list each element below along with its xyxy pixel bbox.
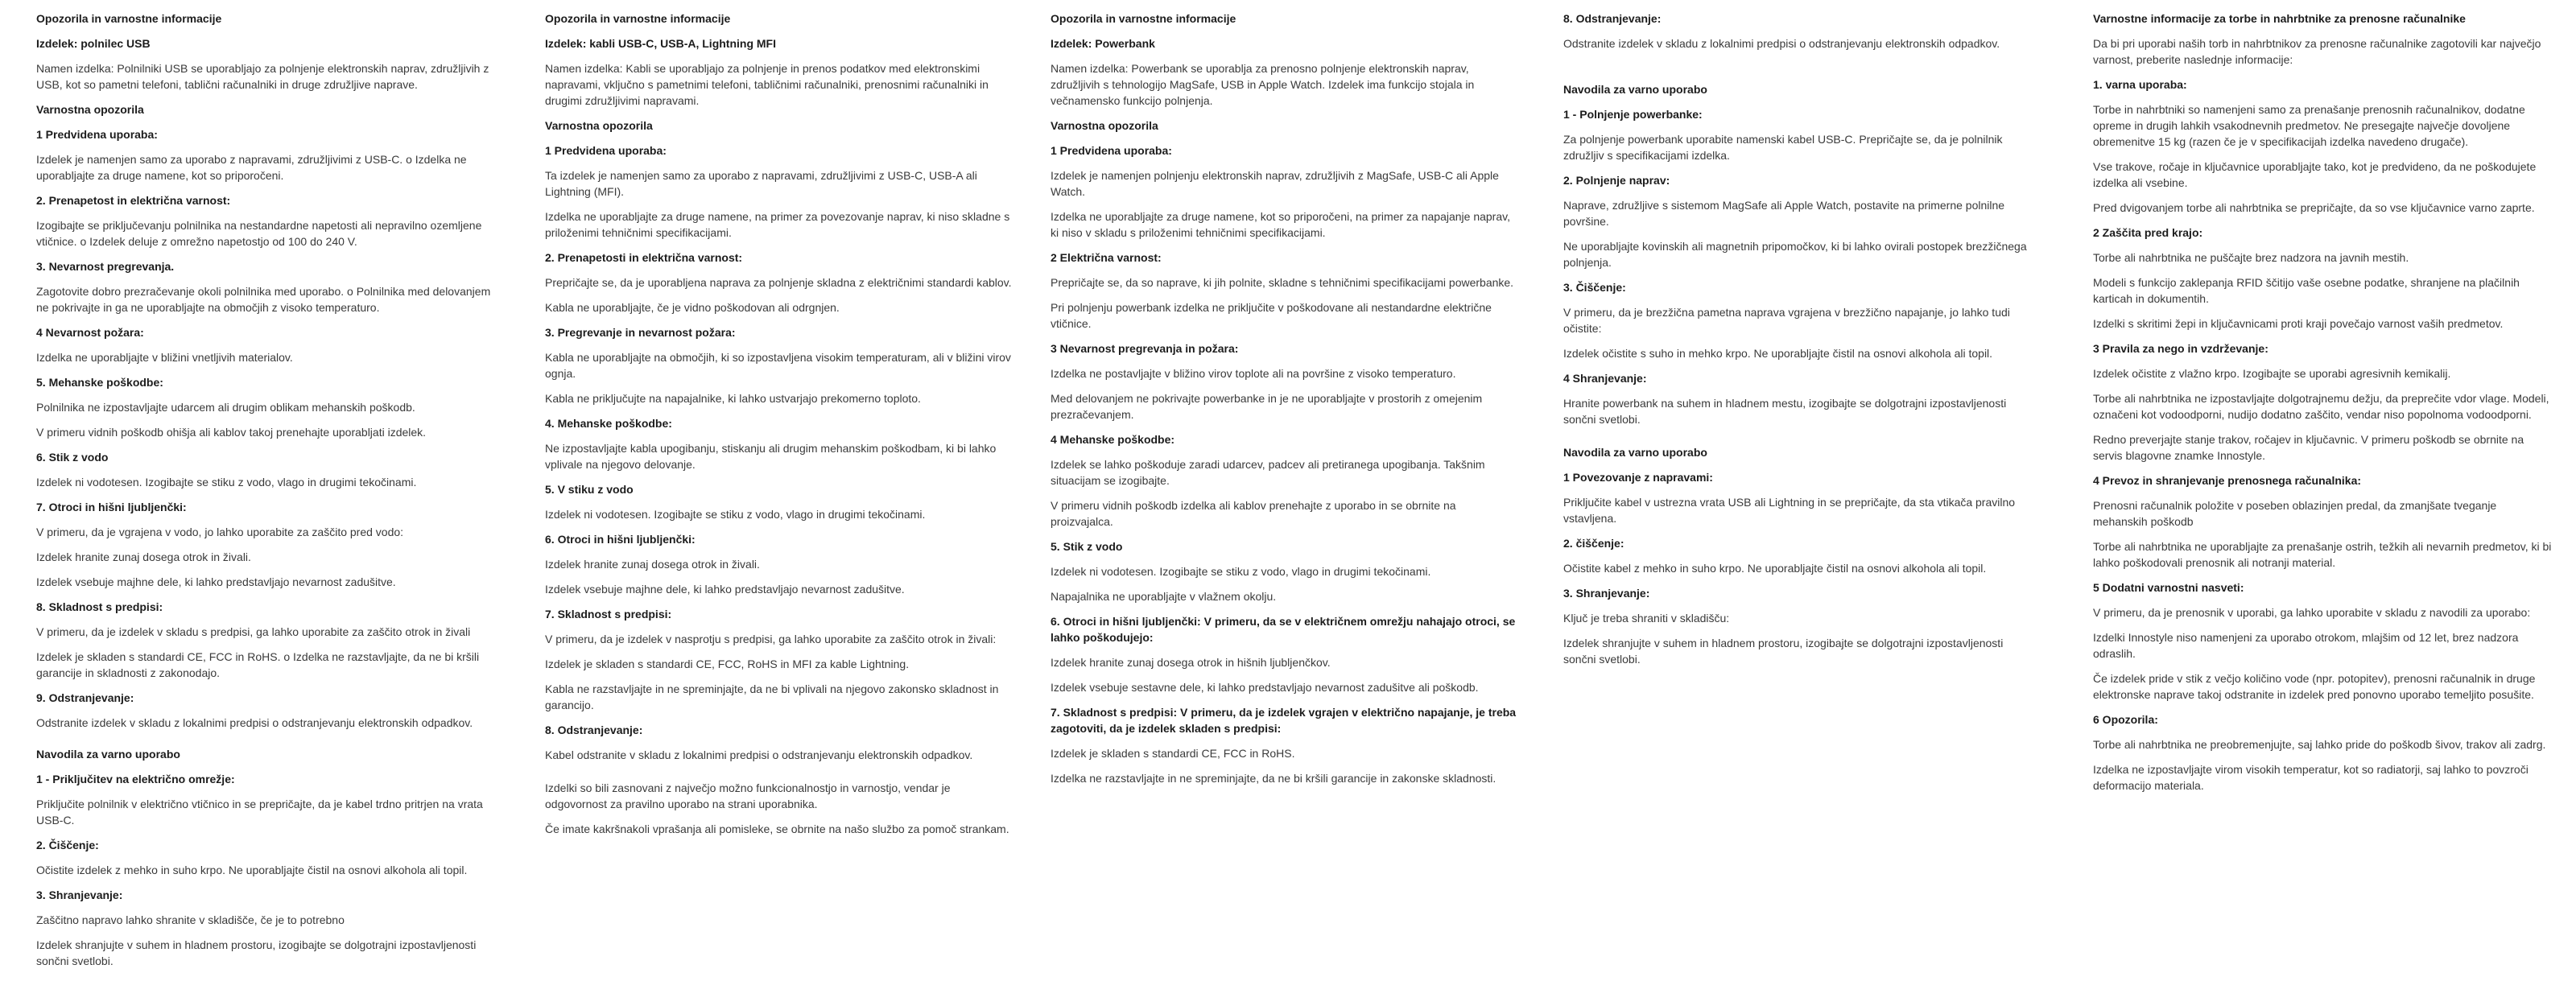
section-title: Varnostne informacije za torbe in nahrbtnike za prenosne računalnike [2093, 12, 2466, 25]
section-heading: 5 Dodatni varnostni nasveti: [2093, 581, 2244, 594]
column-powerbank-usage [1563, 10, 2033, 676]
paragraph: Izdelek očistite s suho in mehko krpo. Ne uporabljajte čistil na osnovi alkohola ali topil. [1563, 347, 1993, 360]
paragraph: Izdelka ne uporabljajte za druge namene, kot so priporočeni, na primer za napajanje naprav, ki niso v skladu s priloženimi tehničnimi specifikacijami. [1051, 210, 1510, 239]
paragraph: Namen izdelka: Polnilniki USB se uporabljajo za polnjenje elektronskih naprav, združljivih z USB, kot so pametni telefoni, tablični računalniki in druge združljive naprave. [36, 62, 489, 91]
paragraph: Izdelek je skladen s standardi CE, FCC in RoHS. o Izdelka ne razstavljajte, da ne bi kršili garancije in skladnosti z zakonodajo. [36, 650, 480, 679]
paragraph: Kabel odstranite v skladu z lokalnimi predpisi o odstranjevanju elektronskih odpadkov. [545, 748, 973, 761]
paragraph: Izdelek se lahko poškoduje zaradi udarcev, padcev ali pretiranega upogibanja. Takšnim situacijam se izogibajte. [1051, 458, 1485, 487]
spacer [36, 740, 498, 746]
section-heading: Varnostna opozorila [545, 119, 653, 132]
paragraph: Ta izdelek je namenjen samo za uporabo z napravami, združljivimi z USB-C, USB-A ali Lightning (MFI). [545, 169, 977, 198]
section-heading: 5. V stiku z vodo [545, 483, 634, 496]
section-heading: 1 - Polnjenje powerbanke: [1563, 108, 1703, 121]
section-heading: 2. čiščenje: [1563, 537, 1624, 550]
spacer [545, 772, 1012, 780]
section-heading: 3. Shranjevanje: [36, 888, 123, 901]
section-heading: 1 Predvidena uporaba: [1051, 144, 1172, 157]
paragraph: Kabla ne priključujte na napajalnike, ki lahko ustvarjajo prekomerno toploto. [545, 392, 921, 405]
paragraph: Prepričajte se, da so naprave, ki jih polnite, skladne s tehničnimi specifikacijami powerbanke. [1051, 276, 1514, 289]
paragraph: Izdelka ne postavljajte v bližino virov toplote ali na površine z visoko temperaturo. [1051, 367, 1456, 380]
paragraph: Izdelek hranite zunaj dosega otrok in hišnih ljubljenčkov. [1051, 656, 1331, 669]
paragraph: Izdelek je namenjen samo za uporabo z napravami, združljivimi z USB-C. o Izdelka ne uporabljajte za druge namene, kot so priporočeni. [36, 153, 467, 182]
paragraph: Prepričajte se, da je uporabljena naprava za polnjenje skladna z električnimi standardi kablov. [545, 276, 1012, 289]
paragraph: Izdelek je skladen s standardi CE, FCC in RoHS. [1051, 747, 1295, 760]
paragraph: Izdelek ni vodotesen. Izogibajte se stiku z vodo, vlago in drugimi tekočinami. [36, 476, 417, 489]
paragraph: Ključ je treba shraniti v skladišču: [1563, 612, 1730, 625]
section-heading: 2. Prenapetost in električna varnost: [36, 194, 231, 207]
paragraph: Izdelek je namenjen polnjenju elektronskih naprav, združljivih z MagSafe, USB-C ali Apple Watch. [1051, 169, 1499, 198]
section-heading: 7. Skladnost s predpisi: [545, 608, 672, 621]
paragraph: Priključite polnilnik v električno vtičnico in se prepričajte, da je kabel trdno pritrjen na vrata USB-C. [36, 798, 483, 827]
paragraph: Namen izdelka: Kabli se uporabljajo za polnjenje in prenos podatkov med elektronskimi napravami, vključno s pametnimi telefoni, tabličnimi računalniki, prenosnimi računalniki in drugimi združljivimi napravami. [545, 62, 989, 107]
paragraph: Pri polnjenju powerbank izdelka ne priključite v poškodovane ali nestandardne električne vtičnice. [1051, 301, 1492, 330]
section-heading: 7. Skladnost s predpisi: V primeru, da je izdelek vgrajen v električno napajanje, je treba zagotoviti, da je izdelek skladen s predpisi: [1051, 706, 1517, 735]
paragraph: Pred dvigovanjem torbe ali nahrbtnika se prepričajte, da so vse ključavnice varno zaprte. [2093, 201, 2535, 214]
paragraph: Izogibajte se priključevanju polnilnika na nestandardne napetosti ali nepravilno ozemljene vtičnice. o Izdelek deluje z omrežno napetostjo od 100 do 240 V. [36, 219, 482, 248]
section-heading: 5. Stik z vodo [1051, 540, 1123, 553]
paragraph: Prenosni računalnik položite v poseben oblazinjen predal, da zmanjšate tveganje mehanskih poškodb [2093, 499, 2497, 528]
paragraph: Izdelki Innostyle niso namenjeni za uporabo otrokom, mlajšim od 12 let, brez nadzora odraslih. [2093, 631, 2519, 660]
section-heading: Navodila za varno uporabo [36, 748, 180, 761]
paragraph: Izdelek hranite zunaj dosega otrok in živali. [36, 550, 251, 563]
paragraph: Torbe ali nahrbtnika ne izpostavljajte dolgotrajnemu dežju, da preprečite vdor vlage. Modeli, označeni kot vodoodporni, nudijo dodatno zaščito, vendar niso popolnoma vodoodporni. [2093, 392, 2549, 421]
section-heading: 4 Mehanske poškodbe: [1051, 433, 1175, 446]
paragraph: V primeru, da je brezžična pametna naprava vgrajena v brezžično napajanje, jo lahko tudi očistite: [1563, 306, 2010, 335]
paragraph: Kabla ne uporabljajte, če je vidno poškodovan ali odrgnjen. [545, 301, 840, 314]
spacer [1563, 436, 2033, 444]
section-heading: 6 Opozorila: [2093, 713, 2158, 726]
paragraph: V primeru, da je vgrajena v vodo, jo lahko uporabite za zaščito pred vodo: [36, 526, 404, 538]
section-heading: 7. Otroci in hišni ljubljenčki: [36, 501, 187, 513]
paragraph: Torbe ali nahrbtnika ne puščajte brez nadzora na javnih mestih. [2093, 251, 2409, 264]
paragraph: Polnilnika ne izpostavljajte udarcem ali drugim oblikam mehanskih poškodb. [36, 401, 415, 414]
paragraph: Ne izpostavljajte kabla upogibanju, stiskanju ali drugim mehanskim poškodbam, ki bi lahko vplivale na njegovo delovanje. [545, 442, 997, 471]
paragraph: Torbe in nahrbtniki so namenjeni samo za prenašanje prenosnih računalnikov, dodatne opreme in drugih lahkih vsakodnevnih predmetov. Ne presegajte največje dovoljene obremenitve 15 kg (razen če je v specifikacijah izdelka navedeno drugače). [2093, 103, 2525, 148]
paragraph: Izdelki s skritimi žepi in ključavnicami proti kraji povečajo varnost vaših predmetov. [2093, 317, 2504, 330]
section-heading: 1 Predvidena uporaba: [36, 128, 158, 141]
paragraph: Izdelek vsebuje majhne dele, ki lahko predstavljajo nevarnost zadušitve. [36, 575, 396, 588]
paragraph: Namen izdelka: Powerbank se uporablja za prenosno polnjenje elektronskih naprav, združljivih s tehnologijo MagSafe, USB in Apple Watch. Izdelek ima funkcijo stojala in večnamensko funkcijo polnjenja. [1051, 62, 1475, 107]
paragraph: Izdelek shranjujte v suhem in hladnem prostoru, izogibajte se dolgotrajni izpostavljenosti sončni svetlobi. [1563, 637, 2004, 666]
section-heading: 6. Otroci in hišni ljubljenčki: V primeru, da se v električnem omrežju nahajajo otroci, se lahko poškodujejo: [1051, 615, 1516, 644]
section-heading: 4 Nevarnost požara: [36, 326, 144, 339]
section-heading: 6. Otroci in hišni ljubljenčki: [545, 533, 696, 546]
paragraph: Odstranite izdelek v skladu z lokalnimi predpisi o odstranjevanju elektronskih odpadkov. [1563, 37, 2000, 50]
section-title: Opozorila in varnostne informacije [1051, 12, 1236, 25]
paragraph: Zagotovite dobro prezračevanje okoli polnilnika med uporabo. o Polnilnika med delovanjem ne pokrivajte in ga ne uporabljajte na območjih z visoko temperaturo. [36, 285, 491, 314]
section-heading: Varnostna opozorila [36, 103, 144, 116]
paragraph: Izdelka ne izpostavljajte virom visokih temperatur, kot so radiatorji, saj lahko to povzroči deformacijo materiala. [2093, 763, 2529, 792]
paragraph: Da bi pri uporabi naših torb in nahrbtnikov za prenosne računalnike zagotovili kar največjo varnost, preberite naslednje informacije: [2093, 37, 2541, 66]
paragraph: V primeru, da je izdelek v skladu s predpisi, ga lahko uporabite za zaščito otrok in živali [36, 625, 471, 638]
paragraph: Priključite kabel v ustrezna vrata USB ali Lightning in se prepričajte, da sta vtikača pravilno vstavljena. [1563, 496, 2016, 525]
paragraph: Izdelka ne razstavljajte in ne spreminjajte, da ne bi kršili garancije in zakonske skladnosti. [1051, 772, 1496, 785]
paragraph: Očistite izdelek z mehko in suho krpo. Ne uporabljajte čistil na osnovi alkohola ali topil. [36, 864, 468, 876]
paragraph: Redno preverjajte stanje trakov, ročajev in ključavnic. V primeru poškodb se obrnite na servis blagovne znamke Innostyle. [2093, 433, 2524, 462]
paragraph: Kabla ne razstavljajte in ne spreminjajte, da ne bi vplivali na njegovo zakonsko skladnost in garancijo. [545, 682, 999, 711]
paragraph: Kabla ne uporabljajte na območjih, ki so izpostavljena visokim temperaturam, ali v bližini virov ognja. [545, 351, 1011, 380]
paragraph: Izdelka ne uporabljajte v bližini vnetljivih materialov. [36, 351, 293, 364]
column-usb-charger [36, 10, 498, 978]
paragraph: Če imate kakršnakoli vprašanja ali pomisleke, se obrnite na našo službo za pomoč strankam. [545, 823, 1009, 835]
section-heading: 4 Prevoz in shranjevanje prenosnega računalnika: [2093, 474, 2362, 487]
section-heading: Navodila za varno uporabo [1563, 83, 1707, 96]
section-heading: 3. Shranjevanje: [1563, 587, 1650, 600]
paragraph: Vse trakove, ročaje in ključavnice uporabljajte tako, kot je predvideno, da ne poškodujete izdelka ali vsebine. [2093, 160, 2537, 189]
section-heading: 3 Nevarnost pregrevanja in požara: [1051, 342, 1239, 355]
section-heading: Varnostna opozorila [1051, 119, 1158, 132]
section-heading: 5. Mehanske poškodbe: [36, 376, 163, 389]
paragraph: Izdelek hranite zunaj dosega otrok in živali. [545, 558, 760, 571]
section-heading: 2. Polnjenje naprav: [1563, 174, 1670, 187]
section-heading: Izdelek: kabli USB-C, USB-A, Lightning MFI [545, 37, 776, 50]
section-title: Opozorila in varnostne informacije [545, 12, 731, 25]
section-heading: 2 Zaščita pred krajo: [2093, 226, 2203, 239]
column-powerbank [1051, 10, 1519, 795]
section-heading: 2. Čiščenje: [36, 839, 99, 851]
paragraph: Odstranite izdelek v skladu z lokalnimi predpisi o odstranjevanju elektronskih odpadkov. [36, 716, 473, 729]
paragraph: Zaščitno napravo lahko shranite v skladišče, če je to potrebno [36, 913, 345, 926]
section-heading: 4. Mehanske poškodbe: [545, 417, 672, 430]
section-heading: 3 Pravila za nego in vzdrževanje: [2093, 342, 2268, 355]
spacer [1563, 60, 2033, 81]
section-heading: Izdelek: Powerbank [1051, 37, 1155, 50]
section-heading: 8. Odstranjevanje: [545, 724, 643, 736]
paragraph: Za polnjenje powerbank uporabite namenski kabel USB-C. Prepričajte se, da je polnilnik združljiv s specifikacijami izdelka. [1563, 133, 2003, 162]
paragraph: Modeli s funkcijo zaklepanja RFID ščitijo vaše osebne podatke, shranjene na plačilnih karticah in dokumentih. [2093, 276, 2520, 305]
paragraph: Izdelki so bili zasnovani z največjo možno funkcionalnostjo in varnostjo, vendar je odgovornost za pravilno uporabo na strani uporabnika. [545, 781, 951, 810]
paragraph: Torbe ali nahrbtnika ne preobremenjujte, saj lahko pride do poškodb šivov, trakov ali zadrg. [2093, 738, 2546, 751]
section-heading: 8. Skladnost s predpisi: [36, 600, 163, 613]
section-heading: 9. Odstranjevanje: [36, 691, 134, 704]
paragraph: Izdelek ni vodotesen. Izogibajte se stiku z vodo, vlago in drugimi tekočinami. [1051, 565, 1431, 578]
paragraph: Ne uporabljajte kovinskih ali magnetnih pripomočkov, ki bi lahko ovirali postopek brezžičnega polnjenja. [1563, 240, 2027, 269]
paragraph: V primeru vidnih poškodb izdelka ali kablov prenehajte z uporabo in se obrnite na proizvajalca. [1051, 499, 1456, 528]
paragraph: Med delovanjem ne pokrivajte powerbanke in je ne uporabljajte v prostorih z omejenim prezračevanjem. [1051, 392, 1483, 421]
section-heading: 2 Električna varnost: [1051, 251, 1162, 264]
section-heading: 1. varna uporaba: [2093, 78, 2187, 91]
section-heading: 3. Čiščenje: [1563, 281, 1626, 294]
paragraph: Očistite kabel z mehko in suho krpo. Ne uporabljajte čistil na osnovi alkohola ali topil. [1563, 562, 1987, 575]
section-heading: 3. Pregrevanje in nevarnost požara: [545, 326, 736, 339]
section-title: Opozorila in varnostne informacije [36, 12, 222, 25]
section-heading: 1 - Priključitev na električno omrežje: [36, 773, 235, 785]
column-laptop-bags [2093, 10, 2552, 802]
section-heading: 6. Stik z vodo [36, 451, 109, 464]
paragraph: Torbe ali nahrbtnika ne uporabljajte za prenašanje ostrih, težkih ali nevarnih predmetov, ki bi lahko poškodovali prenosnik ali notranji material. [2093, 540, 2552, 569]
section-heading: 1 Povezovanje z napravami: [1563, 471, 1713, 484]
section-heading: 4 Shranjevanje: [1563, 372, 1647, 385]
paragraph: V primeru, da je prenosnik v uporabi, ga lahko uporabite v skladu z navodili za uporabo: [2093, 606, 2531, 619]
section-heading: 1 Predvidena uporaba: [545, 144, 667, 157]
paragraph: Če izdelek pride v stik z večjo količino vode (npr. potopitev), prenosni računalnik in druge elektronske naprave takoj odstranite in izdelek pred ponovno uporabo temeljito posušite. [2093, 672, 2536, 701]
paragraph: Izdelek vsebuje sestavne dele, ki lahko predstavljajo nevarnost zadušitve ali poškodb. [1051, 681, 1479, 694]
paragraph: Napajalnika ne uporabljajte v vlažnem okolju. [1051, 590, 1277, 603]
section-heading: Izdelek: polnilec USB [36, 37, 151, 50]
paragraph: Izdelek ni vodotesen. Izogibajte se stiku z vodo, vlago in drugimi tekočinami. [545, 508, 926, 521]
paragraph: Izdelek očistite z vlažno krpo. Izogibajte se uporabi agresivnih kemikalij. [2093, 367, 2451, 380]
section-heading: 8. Odstranjevanje: [1563, 12, 1662, 25]
paragraph: V primeru vidnih poškodb ohišja ali kablov takoj prenehajte uporabljati izdelek. [36, 426, 427, 439]
paragraph: Izdelek vsebuje majhne dele, ki lahko predstavljajo nevarnost zadušitve. [545, 583, 905, 596]
paragraph: Izdelek shranjujte v suhem in hladnem prostoru, izogibajte se dolgotrajni izpostavljenosti sončni svetlobi. [36, 938, 477, 967]
paragraph: Naprave, združljive s sistemom MagSafe ali Apple Watch, postavite na primerne polnilne površine. [1563, 199, 2005, 228]
section-heading: 2. Prenapetosti in električna varnost: [545, 251, 743, 264]
paragraph: Hranite powerbank na suhem in hladnem mestu, izogibajte se dolgotrajni izpostavljenosti sončni svetlobi. [1563, 397, 2007, 426]
section-heading: Navodila za varno uporabo [1563, 446, 1707, 459]
column-usb-cables [545, 10, 1012, 846]
paragraph: Izdelka ne uporabljajte za druge namene, na primer za povezovanje naprav, ki niso skladne s priloženimi tehničnimi specifikacijami. [545, 210, 1010, 239]
paragraph: Izdelek je skladen s standardi CE, FCC, RoHS in MFI za kable Lightning. [545, 658, 910, 670]
section-heading: 3. Nevarnost pregrevanja. [36, 260, 175, 273]
paragraph: V primeru, da je izdelek v nasprotju s predpisi, ga lahko uporabite za zaščito otrok in živali: [545, 633, 997, 645]
